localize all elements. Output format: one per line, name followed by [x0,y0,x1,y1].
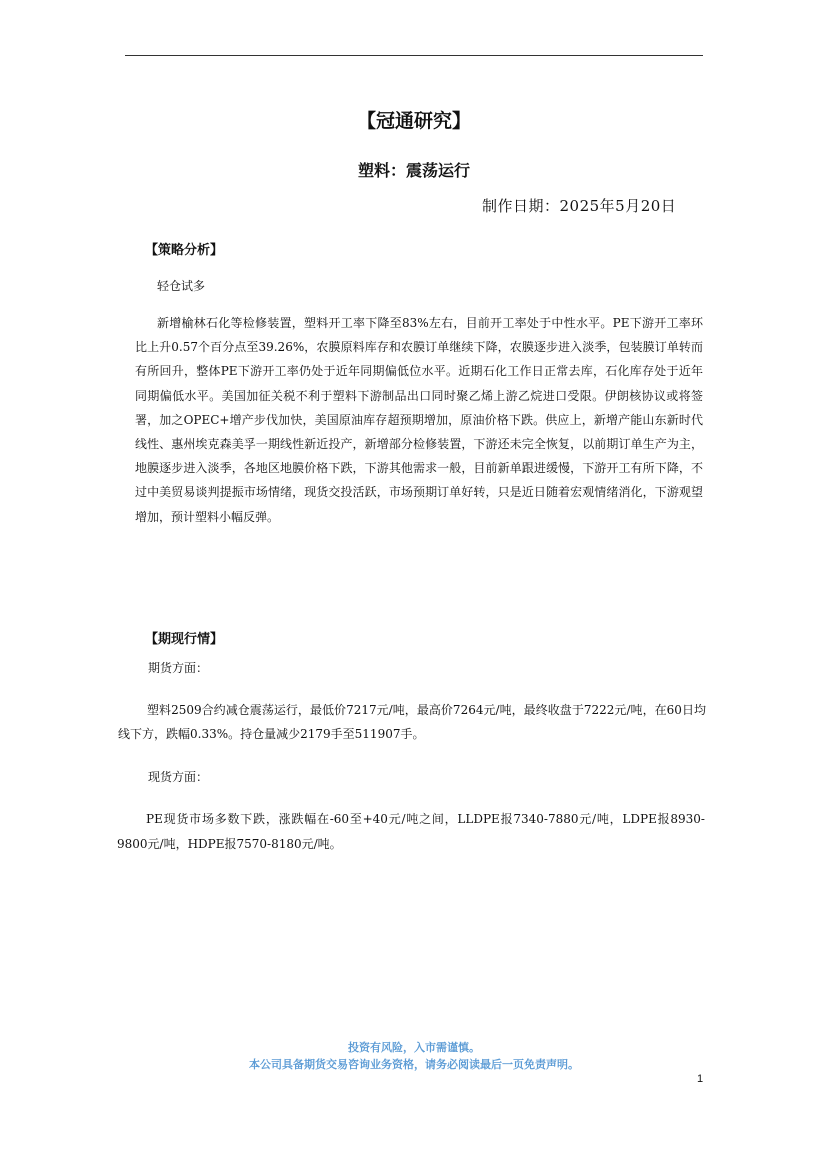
futures-heading: 期货方面： [148,661,209,675]
market-heading: 【期现行情】 [145,632,224,647]
spot-body: PE现货市场多数下跌，涨跌幅在-60至+40元/吨之间，LLDPE报7340-7880元/吨，LDPE报8930-9800元/吨，HDPE报7570-8180元/吨。 [117,812,705,851]
futures-body: 塑料2509合约减仓震荡运行，最低价7217元/吨，最高价7264元/吨，最终收盘于7222元/吨，在60日均线下方，跌幅0.33%。持仓量减少2179手至511907手。 [118,703,706,741]
strategy-heading: 【策略分析】 [145,243,224,258]
header-rule [125,55,703,56]
footer-disclaimer: 本公司具备期货交易咨询业务资格，请务必阅读最后一页免责声明。 [249,1058,579,1071]
strategy-stance: 轻仓试多 [157,279,206,293]
strategy-body: 新增榆林石化等检修装置，塑料开工率下降至83%左右，目前开工率处于中性水平。PE下游开工率环比上升0.57个百分点至39.26%，农膜原料库存和农膜订单继续下降，农膜逐步进入淡季，包装膜订单转而有所回升，整体PE下游开工率仍处于近年同期偏低位水平。近期石化工作日正常去库，石化库存处于近年同期偏低水平。美国加征关税不利于塑料下游制品出口同时聚乙烯上游乙烷进口受限。伊朗核协议或将签署，加之OPEC+增产步伐加快，美国原油库存超预期增加，原油价格下跌。供应上，新增产能山东新时代线性、惠州埃克森美孚一期线性新近投产，新增部分检修装置，下游还未完全恢复，以前期订单生产为主，地膜逐步进入淡季，各地区地膜价格下跌，下游其他需求一般，目前新单跟进缓慢，下游开工有所下降，不过中美贸易谈判提振市场情绪，现货交投活跃，市场预期订单好转，只是近日随着宏观情绪消化，下游观望增加，预计塑料小幅反弹。 [135,316,703,524]
report-org-title: 【冠通研究】 [356,110,471,132]
spot-heading: 现货方面： [148,770,209,784]
report-date: 制作日期：2025年5月20日 [482,197,677,215]
page-number: 1 [697,1073,704,1085]
footer-risk-notice: 投资有风险，入市需谨慎。 [348,1041,480,1054]
report-subject-title: 塑料：震荡运行 [357,161,470,180]
